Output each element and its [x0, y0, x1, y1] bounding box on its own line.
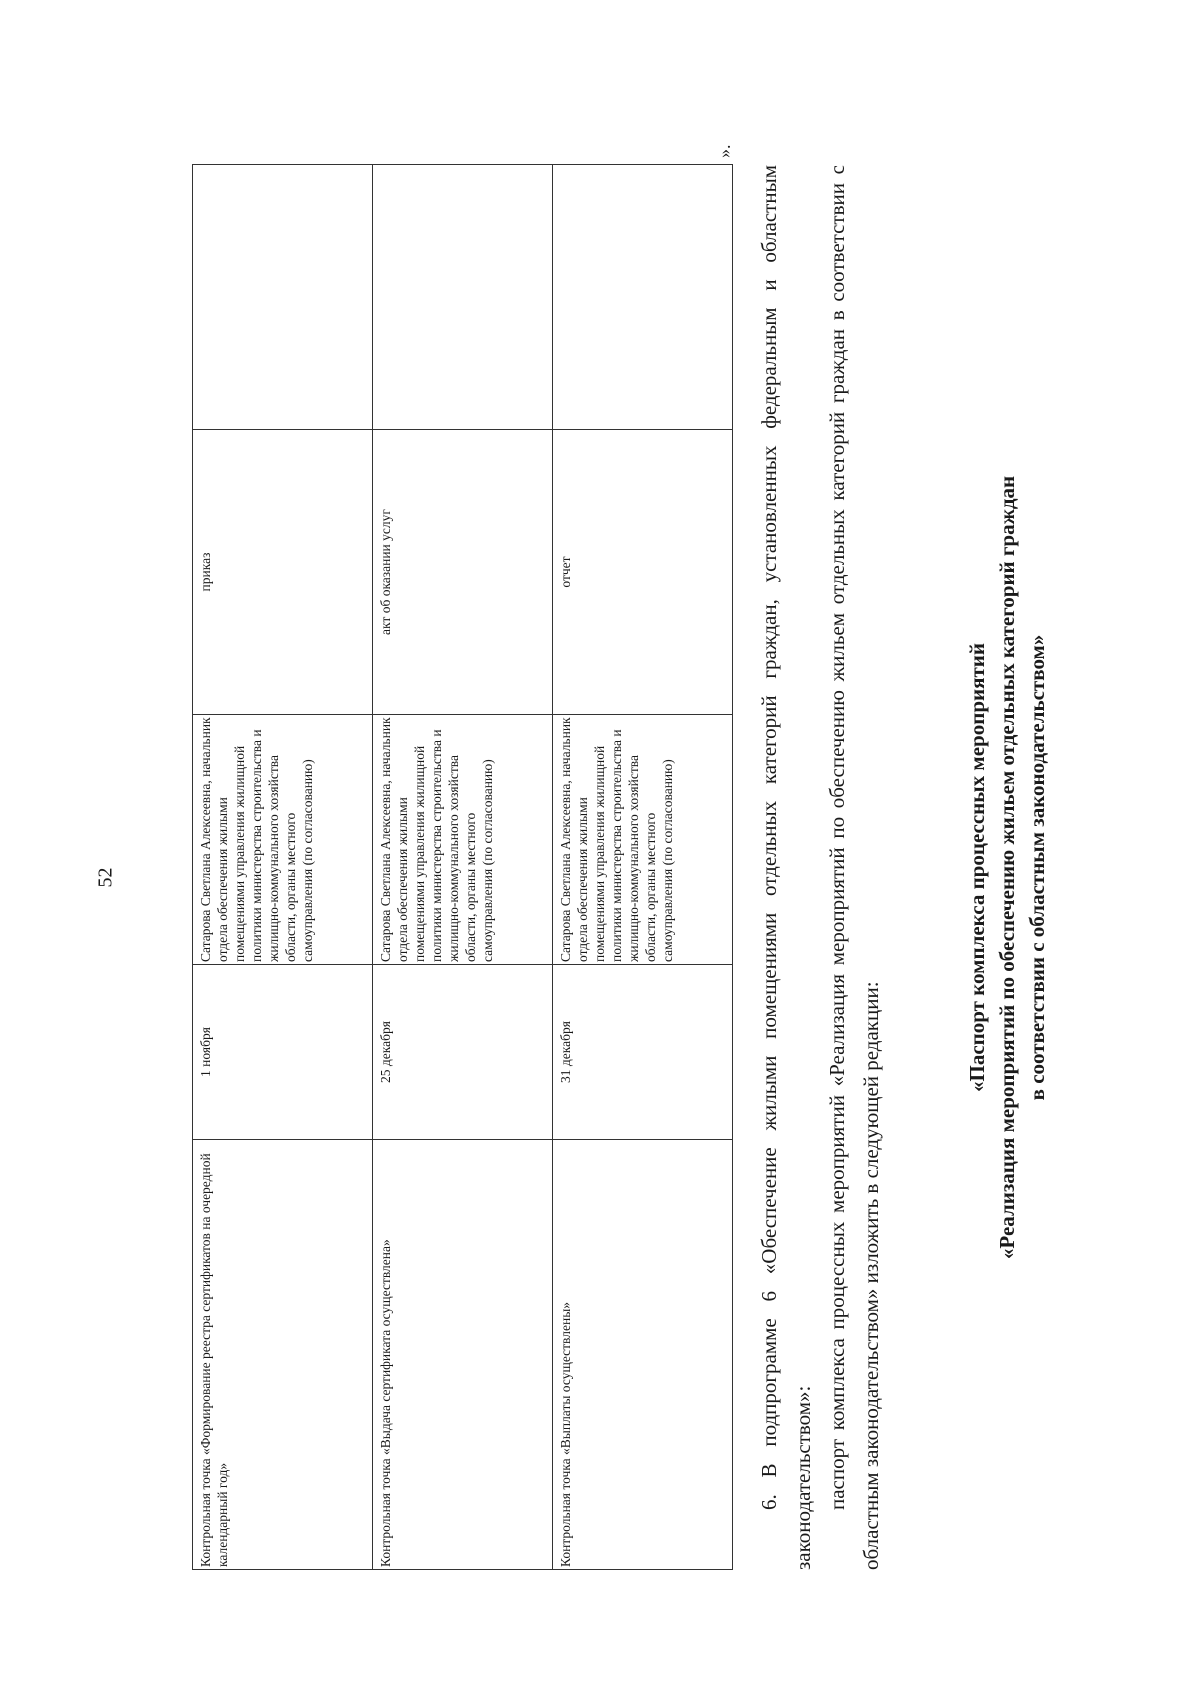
- body-text: [752, 165, 888, 1570]
- control-point-document: приказ: [193, 430, 373, 715]
- closing-quote-mark: ».: [714, 144, 734, 158]
- table-row: [373, 165, 553, 1570]
- table-row: [553, 165, 733, 1570]
- control-point-responsible: Сатарова Светлана Алексеевна, начальник отдела обеспечения жилыми помещениями управления жилищной политики министерства строительства и жилищно-коммунального хозяйства области, органы местного самоуправления (по согласованию): [553, 715, 733, 965]
- control-point-extra: [193, 165, 373, 430]
- control-point-document: акт об оказании услуг: [373, 430, 553, 715]
- rotated-content: [192, 144, 1072, 1570]
- table-row: [193, 165, 373, 1570]
- control-points-table: [192, 164, 733, 1570]
- control-point-name: Контрольная точка «Выдача сертификата осуществлена»: [373, 1140, 553, 1570]
- heading-line: «Реализация мероприятий по обеспечению жильем отдельных категорий граждан: [995, 475, 1019, 1260]
- paragraph: паспорт комплекса процессных мероприятий «Реализация мероприятий по обеспечению жильем отдельных категорий граждан в соответствии с областным законодательством» изложить в следующей редакции:: [825, 165, 883, 1570]
- control-point-extra: [373, 165, 553, 430]
- control-point-date: 25 декабря: [373, 965, 553, 1140]
- heading-line: в соответствии с областным законодательством»: [1025, 634, 1049, 1101]
- heading-line: «Паспорт комплекса процессных мероприятий: [965, 643, 989, 1092]
- control-point-name: Контрольная точка «Выплаты осуществлены»: [553, 1140, 733, 1570]
- paragraph: 6. В подпрограмме 6 «Обеспечение жилыми помещениями отдельных категорий граждан, установленных федеральным и областным законодательством»:: [757, 165, 815, 1570]
- control-point-date: 31 декабря: [553, 965, 733, 1140]
- control-point-responsible: Сатарова Светлана Алексеевна, начальник отдела обеспечения жилыми помещениями управления жилищной политики министерства строительства и жилищно-коммунального хозяйства области, органы местного самоуправления (по согласованию): [373, 715, 553, 965]
- control-point-responsible: Сатарова Светлана Алексеевна, начальник отдела обеспечения жилыми помещениями управления жилищной политики министерства строительства и жилищно-коммунального хозяйства области, органы местного самоуправления (по согласованию): [193, 715, 373, 965]
- control-point-date: 1 ноября: [193, 965, 373, 1140]
- passport-heading: [962, 165, 1052, 1570]
- control-point-extra: [553, 165, 733, 430]
- control-point-document: отчет: [553, 430, 733, 715]
- page-number: 52: [94, 867, 117, 888]
- control-point-name: Контрольная точка «Формирование реестра сертификатов на очередной календарный год»: [193, 1140, 373, 1570]
